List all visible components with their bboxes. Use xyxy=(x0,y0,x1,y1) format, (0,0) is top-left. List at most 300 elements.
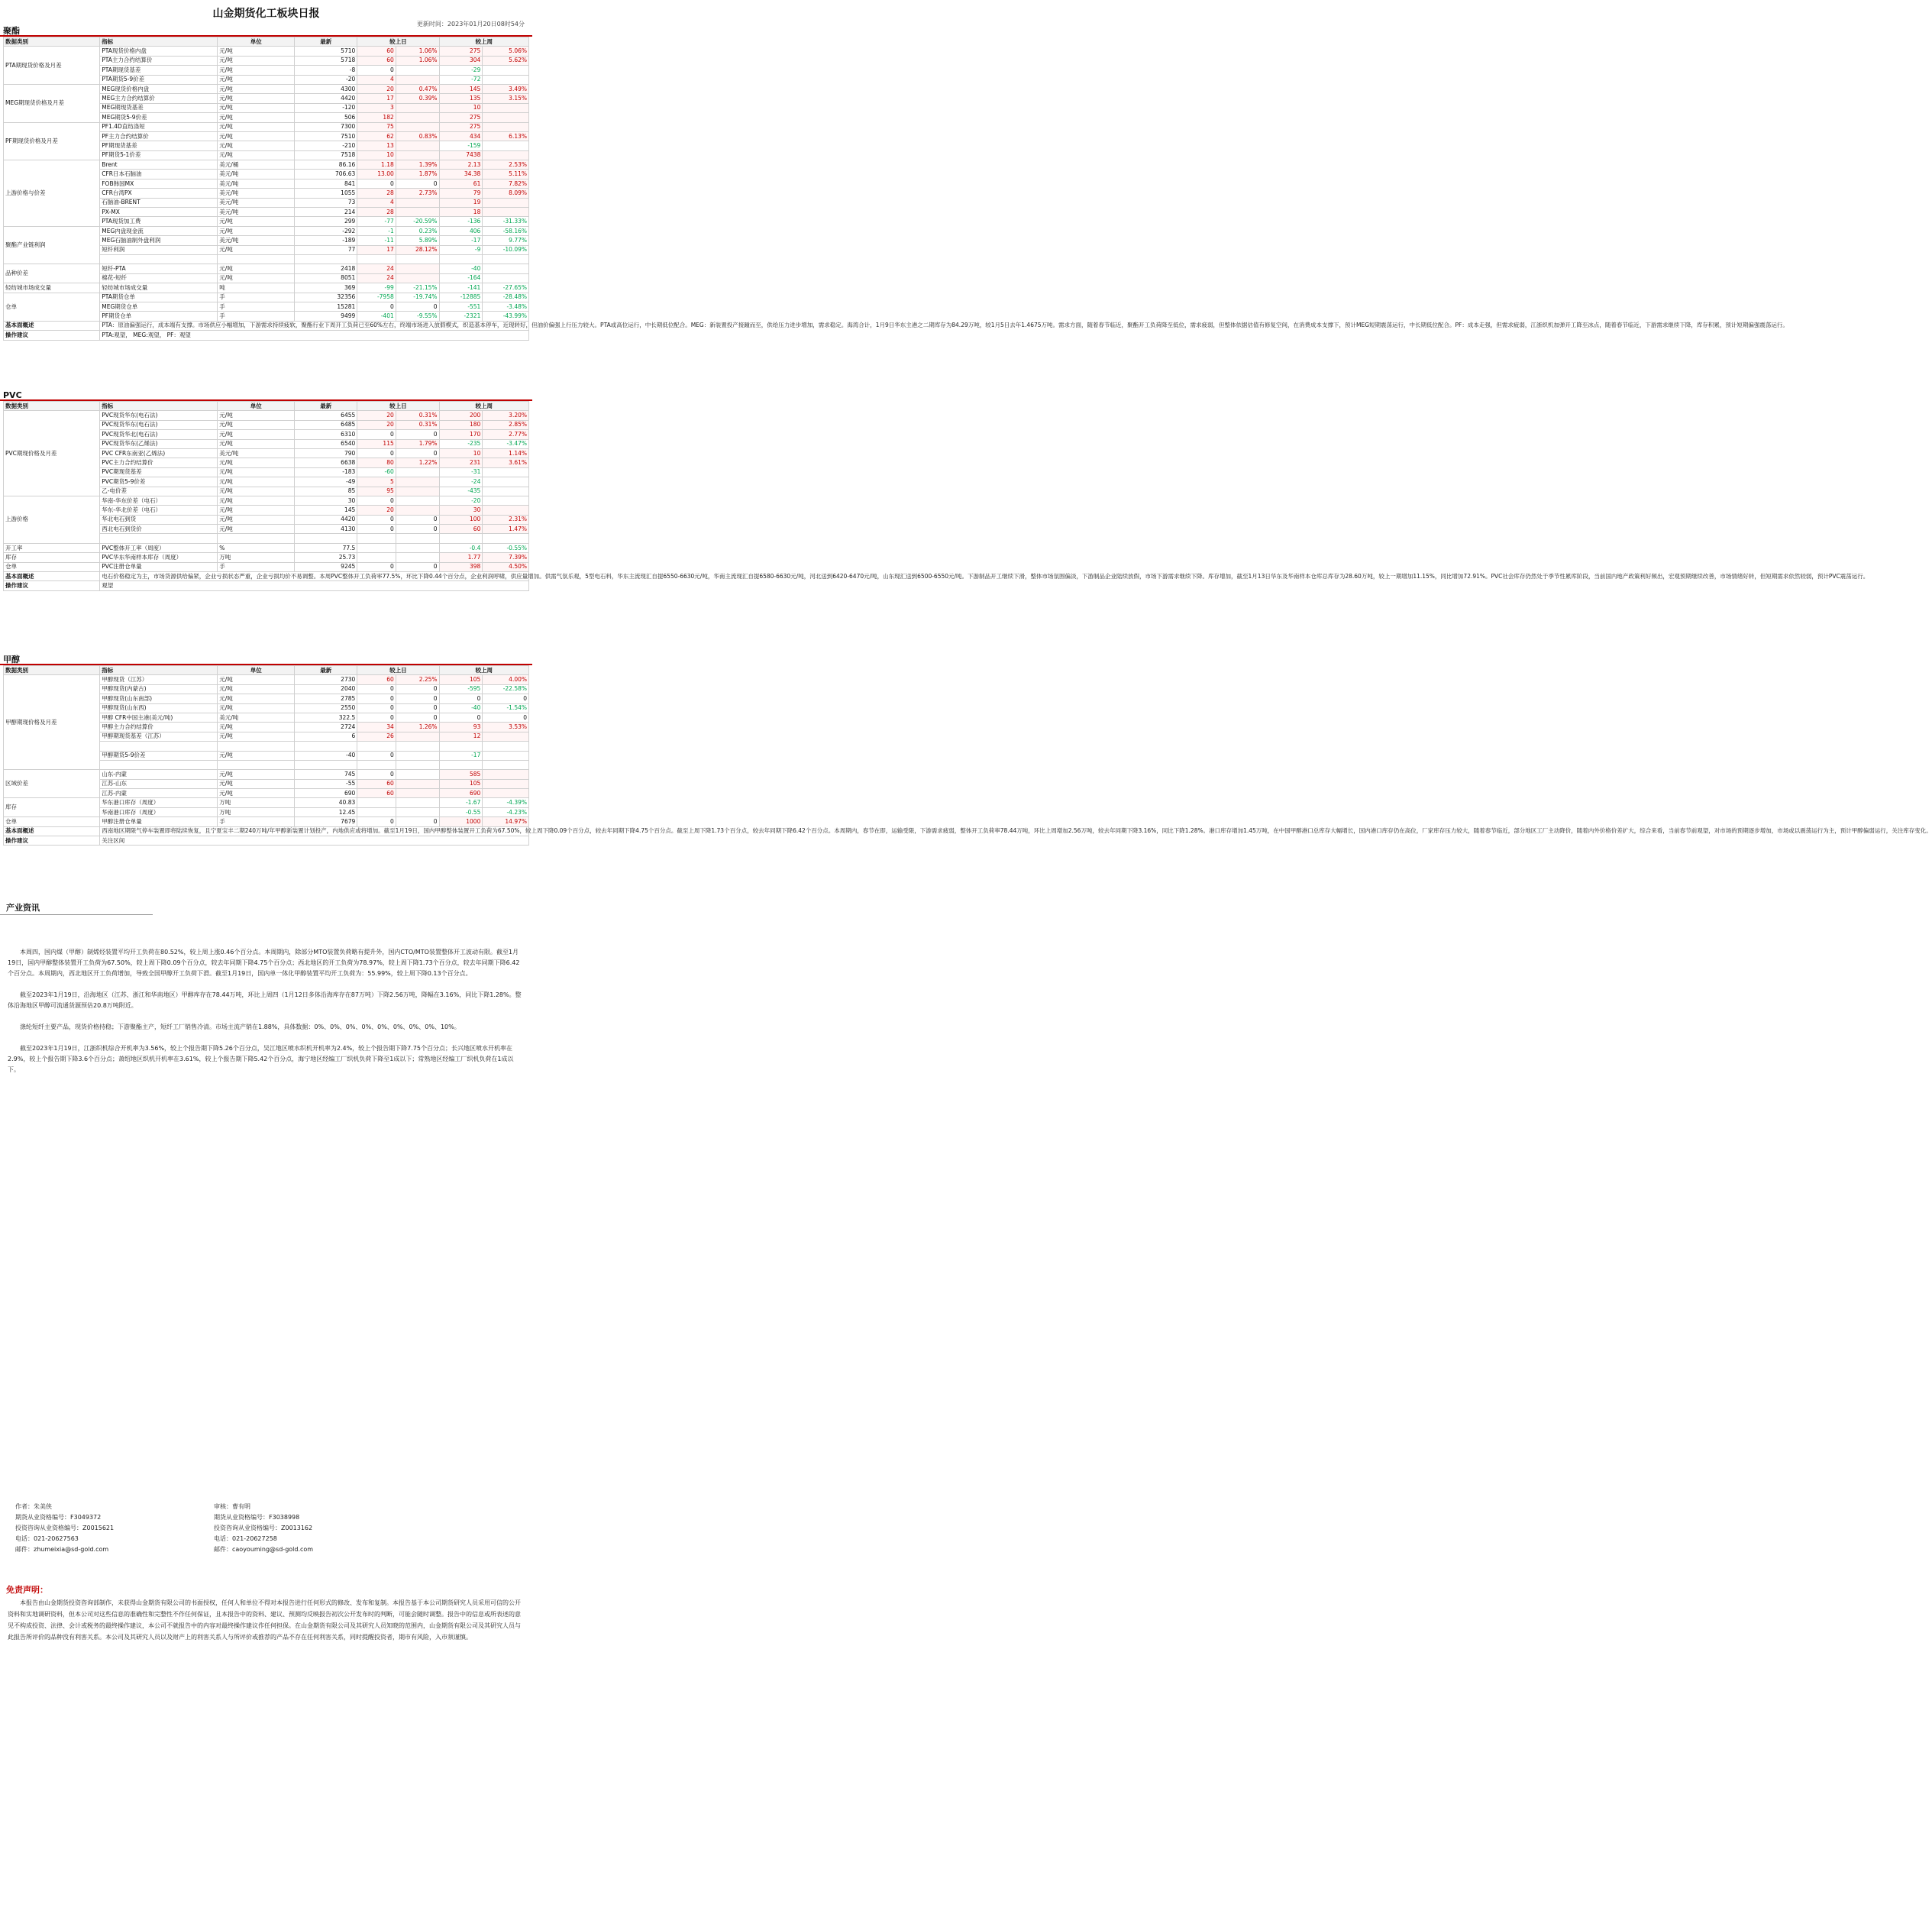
latest-value: 299 xyxy=(295,217,357,226)
daily-change xyxy=(357,798,396,807)
indicator-name: 甲醇 CFR中国主港(美元/吨) xyxy=(100,713,218,722)
table-header-row xyxy=(4,37,529,47)
table-row xyxy=(4,675,529,684)
weekly-change-pct: 3.20% xyxy=(483,411,529,420)
unit-cell: 元/吨 xyxy=(218,273,295,283)
daily-change xyxy=(357,553,396,562)
weekly-change: 7438 xyxy=(439,150,483,160)
weekly-change: -17 xyxy=(439,236,483,245)
unit-cell: 元/吨 xyxy=(218,694,295,703)
daily-change-pct xyxy=(396,506,439,515)
weekly-change: -20 xyxy=(439,496,483,505)
weekly-change: -31 xyxy=(439,467,483,477)
weekly-change: 19 xyxy=(439,198,483,207)
unit-cell: 元/吨 xyxy=(218,141,295,150)
data-table xyxy=(3,401,1869,591)
unit-cell: 美元/吨 xyxy=(218,198,295,207)
latest-value: -55 xyxy=(295,779,357,788)
weekly-change: 12 xyxy=(439,732,483,741)
daily-change-pct xyxy=(396,113,439,122)
latest-value: 8051 xyxy=(295,273,357,283)
contact-line: 期货从业资格编号：F3049372 xyxy=(15,1514,102,1521)
latest-value: 7679 xyxy=(295,817,357,826)
unit-cell: 元/吨 xyxy=(218,496,295,505)
daily-change: 26 xyxy=(357,732,396,741)
daily-change-pct xyxy=(396,543,439,552)
latest-value: 6638 xyxy=(295,458,357,467)
summary-label: 基本面概述 xyxy=(4,572,100,581)
unit-cell: 元/吨 xyxy=(218,751,295,760)
unit-cell: 元/吨 xyxy=(218,458,295,467)
indicator-name: MEG主力合约结算价 xyxy=(100,94,218,103)
weekly-change: -40 xyxy=(439,703,483,713)
latest-value: 706.63 xyxy=(295,170,357,179)
column-header: 较上日 xyxy=(357,37,439,47)
update-time-label: 更新时间： xyxy=(416,21,447,27)
daily-change: 62 xyxy=(357,131,396,141)
advice-row xyxy=(4,581,529,590)
weekly-change: 690 xyxy=(439,789,483,798)
daily-change: 60 xyxy=(357,779,396,788)
weekly-change-pct: -10.09% xyxy=(483,245,529,254)
weekly-change-pct: 9.77% xyxy=(483,236,529,245)
weekly-change: 585 xyxy=(439,770,483,779)
latest-value: 5718 xyxy=(295,56,357,65)
unit-cell: 元/吨 xyxy=(218,56,295,65)
weekly-change-pct: -28.48% xyxy=(483,293,529,302)
unit-cell: 手 xyxy=(218,293,295,302)
daily-change xyxy=(357,254,396,264)
indicator-name xyxy=(100,254,218,264)
weekly-change-pct: 3.61% xyxy=(483,458,529,467)
table-row xyxy=(4,553,529,562)
weekly-change-pct xyxy=(483,264,529,273)
weekly-change-pct: 0 xyxy=(483,713,529,722)
weekly-change: -9 xyxy=(439,245,483,254)
weekly-change: 0 xyxy=(439,713,483,722)
daily-change: 80 xyxy=(357,458,396,467)
weekly-change-pct xyxy=(483,467,529,477)
daily-change-pct xyxy=(396,732,439,741)
indicator-name: 江苏-山东 xyxy=(100,779,218,788)
advice-text: 关注区间 xyxy=(100,836,529,846)
latest-value: 790 xyxy=(295,448,357,458)
daily-change xyxy=(357,807,396,816)
unit-cell: 手 xyxy=(218,817,295,826)
daily-change: 13.00 xyxy=(357,170,396,179)
unit-cell: 元/吨 xyxy=(218,770,295,779)
daily-change-pct xyxy=(396,807,439,816)
column-header: 最新 xyxy=(295,402,357,411)
weekly-change-pct: 14.97% xyxy=(483,817,529,826)
daily-change-pct: 0 xyxy=(396,448,439,458)
contact-line: 期货从业资格编号：F3038998 xyxy=(214,1514,300,1521)
daily-change: -401 xyxy=(357,312,396,321)
unit-cell: 元/吨 xyxy=(218,226,295,235)
column-header: 数据类别 xyxy=(4,37,100,47)
row-category: 仓单 xyxy=(4,817,100,826)
unit-cell: 元/吨 xyxy=(218,113,295,122)
indicator-name: 甲醇现货(山东西) xyxy=(100,703,218,713)
indicator-name: 华北电石到货 xyxy=(100,515,218,524)
summary-text: 西南地区期限气停车装置即将陆续恢复，且宁夏宝丰二期240万吨/年甲醇新装置计划投产，内地供应或将增加。截至1月19日，国内甲醇整体装置开工负荷为67.50%，较上周下降0.09个百分点，较去年同期下降4.75个百分点。截至上周下降1.73个百分点，较去年同期下降6.42个百分点。本周期内，春节在即，运输受限，下游需求疲弱，整体开工负荷率78.44万吨，环比上周增加2.56万吨，较去年同期下降3.16%，同比下降1.28%。港口库存增加1.45万吨，在中国甲醇港口总库存大幅增长，国内港口库存仍在高位，厂家库存压力较大，随着春节临近，部分地区工厂主动降价，随着内外价格价差扩大，综合来看，当前春节前观望，对市场的预期逐步增加，市场或以震荡运行为主，预计甲醇偏弱运行，关注库存变化。 xyxy=(100,826,529,836)
weekly-change: -2321 xyxy=(439,312,483,321)
daily-change-pct xyxy=(396,103,439,112)
daily-change: 0 xyxy=(357,496,396,505)
latest-value: 506 xyxy=(295,113,357,122)
row-category: MEG期现货价格及月差 xyxy=(4,84,100,122)
daily-change xyxy=(357,543,396,552)
unit-cell: 万吨 xyxy=(218,798,295,807)
weekly-change-pct: 7.82% xyxy=(483,179,529,188)
daily-change-pct: 2.73% xyxy=(396,189,439,198)
weekly-change-pct xyxy=(483,254,529,264)
weekly-change-pct: -3.48% xyxy=(483,302,529,311)
latest-value: -189 xyxy=(295,236,357,245)
daily-change-pct: 0 xyxy=(396,302,439,311)
weekly-change: 34.38 xyxy=(439,170,483,179)
weekly-change xyxy=(439,760,483,769)
daily-change: 1.18 xyxy=(357,160,396,170)
latest-value: -120 xyxy=(295,103,357,112)
unit-cell: 美元/吨 xyxy=(218,448,295,458)
row-category: 开工率 xyxy=(4,543,100,552)
weekly-change: 61 xyxy=(439,179,483,188)
daily-change: 95 xyxy=(357,487,396,496)
daily-change-pct xyxy=(396,264,439,273)
daily-change: 20 xyxy=(357,420,396,429)
daily-change-pct: 0.31% xyxy=(396,411,439,420)
table-row xyxy=(4,543,529,552)
disclaimer xyxy=(0,1583,532,1643)
weekly-change: -0.4 xyxy=(439,543,483,552)
daily-change: -99 xyxy=(357,283,396,293)
weekly-change: 200 xyxy=(439,411,483,420)
indicator-name: PF期货仓单 xyxy=(100,312,218,321)
indicator-name: Brent xyxy=(100,160,218,170)
indicator-name: 华东-华北价差（电石） xyxy=(100,506,218,515)
daily-change-pct xyxy=(396,779,439,788)
daily-change: 4 xyxy=(357,198,396,207)
unit-cell: 元/吨 xyxy=(218,75,295,84)
indicator-name: PVC现货华东(电石法) xyxy=(100,411,218,420)
indicator-name: 短纤利润 xyxy=(100,245,218,254)
weekly-change-pct: 3.15% xyxy=(483,94,529,103)
weekly-change-pct xyxy=(483,496,529,505)
indicator-name: 华南港口库存（周度） xyxy=(100,807,218,816)
latest-value: 214 xyxy=(295,208,357,217)
indicator-name: PVC整体开工率（周度） xyxy=(100,543,218,552)
weekly-change: -141 xyxy=(439,283,483,293)
weekly-change: 2.13 xyxy=(439,160,483,170)
weekly-change-pct: -3.47% xyxy=(483,439,529,448)
advice-text: 观望 xyxy=(100,581,529,590)
unit-cell: 元/吨 xyxy=(218,732,295,741)
unit-cell: 美元/吨 xyxy=(218,189,295,198)
unit-cell xyxy=(218,760,295,769)
table-row xyxy=(4,264,529,273)
weekly-change xyxy=(439,534,483,543)
column-header: 指标 xyxy=(100,37,218,47)
table-row xyxy=(4,47,529,56)
author-info xyxy=(15,1502,114,1555)
daily-change-pct: 1.22% xyxy=(396,458,439,467)
unit-cell: 元/吨 xyxy=(218,47,295,56)
weekly-change: -164 xyxy=(439,273,483,283)
daily-change: 24 xyxy=(357,273,396,283)
weekly-change: 10 xyxy=(439,448,483,458)
daily-change: 0 xyxy=(357,66,396,75)
weekly-change: -12885 xyxy=(439,293,483,302)
indicator-name: CFR台湾PX xyxy=(100,189,218,198)
latest-value: 15281 xyxy=(295,302,357,311)
daily-change: 17 xyxy=(357,94,396,103)
daily-change: 20 xyxy=(357,411,396,420)
daily-change-pct xyxy=(396,742,439,751)
daily-change-pct xyxy=(396,66,439,75)
latest-value: -20 xyxy=(295,75,357,84)
daily-change-pct: 5.89% xyxy=(396,236,439,245)
weekly-change: 60 xyxy=(439,525,483,534)
daily-change: 20 xyxy=(357,84,396,93)
weekly-change: -159 xyxy=(439,141,483,150)
weekly-change: 105 xyxy=(439,675,483,684)
daily-change: 60 xyxy=(357,56,396,65)
weekly-change-pct xyxy=(483,103,529,112)
weekly-change: 93 xyxy=(439,723,483,732)
indicator-name: 棉花-短纤 xyxy=(100,273,218,283)
weekly-change-pct: 4.00% xyxy=(483,675,529,684)
news-paragraph: 截至2023年1月19日，沿海地区（江苏、浙江和华南地区）甲醇库存在78.44万吨，环比上周四（1月12日多体沿海库存在87万吨）下降2.56万吨，降幅在3.16%，同比下降1.28%。整体沿海地区甲醇可流通货源预估20.8万吨附近。 xyxy=(8,991,522,1009)
indicator-name: PTA期货5-9价差 xyxy=(100,75,218,84)
weekly-change-pct xyxy=(483,751,529,760)
advice-text: PTA:观望， MEG:观望， PF：观望 xyxy=(100,331,529,340)
unit-cell: % xyxy=(218,543,295,552)
disclaimer-text: 本报告由山金期货投资咨询部制作，未获得山金期货有限公司的书面授权，任何人和单位不得对本报告进行任何形式的修改、发布和复制。本报告基于本公司期货研究人员采用可信的公开资料和实地调研资料，但本公司对这些信息的准确性和完整性不作任何保证，且本报告中的资料、建议、预测均反映报告初次公开发布时的判断，可能会随时调整。报告中的信息或所表述的意见不构成投资、法律、会计或税务的最终操作建议，本公司不就报告中的内容对最终操作建议作任何担保。在山金期货有限公司及其研究人员知晓的范围内，山金期货有限公司及其研究人员与此报告所评价的品种没有利害关系。本公司及其研究人员以及财产上的利害关系人与所评价或推荐的产品不存在任何利害关系，同时提醒投资者，期市有风险，入市须谨慎。 xyxy=(8,1599,521,1641)
unit-cell: 元/吨 xyxy=(218,264,295,273)
table-row xyxy=(4,411,529,420)
unit-cell: 元/吨 xyxy=(218,675,295,684)
indicator-name: PF1.4D直纺涤短 xyxy=(100,122,218,131)
unit-cell: 元/吨 xyxy=(218,122,295,131)
latest-value: 4300 xyxy=(295,84,357,93)
indicator-name: PVC现货华东(电石法) xyxy=(100,420,218,429)
weekly-change-pct xyxy=(483,477,529,487)
indicator-name: MEG石脑油制外盘利润 xyxy=(100,236,218,245)
daily-change: 20 xyxy=(357,506,396,515)
weekly-change-pct xyxy=(483,506,529,515)
latest-value: 12.45 xyxy=(295,807,357,816)
weekly-change-pct: 6.13% xyxy=(483,131,529,141)
unit-cell: 元/吨 xyxy=(218,515,295,524)
indicator-name: 西北电石到货价 xyxy=(100,525,218,534)
reviewer-info xyxy=(214,1502,313,1555)
row-category: PF期现货价格及月差 xyxy=(4,122,100,160)
weekly-change: 30 xyxy=(439,506,483,515)
unit-cell xyxy=(218,254,295,264)
industry-news xyxy=(0,901,532,1075)
latest-value: 4420 xyxy=(295,515,357,524)
weekly-change-pct xyxy=(483,273,529,283)
daily-change-pct: 1.39% xyxy=(396,160,439,170)
unit-cell: 元/吨 xyxy=(218,131,295,141)
contact-line: 审核：曹有明 xyxy=(214,1503,250,1510)
latest-value: -40 xyxy=(295,751,357,760)
contact-line: 作者：朱美侠 xyxy=(15,1503,52,1510)
daily-change: 0 xyxy=(357,770,396,779)
indicator-name: 短纤-PTA xyxy=(100,264,218,273)
column-header: 数据类别 xyxy=(4,666,100,675)
indicator-name: 甲醇期货5-9价差 xyxy=(100,751,218,760)
daily-change-pct: 0.31% xyxy=(396,420,439,429)
indicator-name: 甲醇期现货基差（江苏） xyxy=(100,732,218,741)
daily-change-pct: 1.06% xyxy=(396,56,439,65)
row-category: 上游价格与价差 xyxy=(4,160,100,227)
daily-change-pct: 1.26% xyxy=(396,723,439,732)
unit-cell: 美元/吨 xyxy=(218,236,295,245)
daily-change-pct: 0 xyxy=(396,430,439,439)
indicator-name: PTA主力合约结算价 xyxy=(100,56,218,65)
summary-text: 电石价格稳定为主，市场货源供给偏紧，企业亏损状态严重，企业亏损均价不易调整。本周PVC整体开工负荷率77.5%，环比下降0.44个百分点，企业利润呼啸，供应量增加。供需气氛乐观，5型电石料，华东主流现汇自提6550-6630元/吨，华南主流现汇自提6580-6630元/吨，河北送到6420-6470元/吨，山东现汇送到6500-6550元/吨。下游制品开工继续下滑，整体市场氛围偏淡，下游制品企业陆续放假，市场下游需求继续下降。库存增加，截至1月13日华东及华南样本仓库总库存为28.60万吨，较上一期增加11.15%，同比增加72.91%。PVC社会库存仍然处于季节性累库阶段，当前国内地产政策利好频出，宏观预期继续改善，市场情绪好转，但短期需求依然较弱，预计PVC震荡运行。 xyxy=(100,572,529,581)
summary-label: 基本面概述 xyxy=(4,826,100,836)
weekly-change-pct xyxy=(483,779,529,788)
contact-line: 电话：021-20627563 xyxy=(15,1535,79,1542)
latest-value: 369 xyxy=(295,283,357,293)
weekly-change-pct xyxy=(483,760,529,769)
table-row xyxy=(4,293,529,302)
daily-change: 10 xyxy=(357,150,396,160)
daily-change: 60 xyxy=(357,675,396,684)
indicator-name: 石脑油-BRENT xyxy=(100,198,218,207)
contact-line: 投资咨询从业资格编号：Z0013162 xyxy=(214,1525,313,1531)
daily-change: 0 xyxy=(357,562,396,571)
latest-value: 1055 xyxy=(295,189,357,198)
unit-cell: 元/吨 xyxy=(218,66,295,75)
weekly-change-pct: 2.31% xyxy=(483,515,529,524)
daily-change: 0 xyxy=(357,525,396,534)
daily-change-pct xyxy=(396,477,439,487)
daily-change: 24 xyxy=(357,264,396,273)
weekly-change-pct: 3.53% xyxy=(483,723,529,732)
section-methanol xyxy=(0,654,1932,846)
row-category: 仓单 xyxy=(4,293,100,321)
indicator-name: PTA现货价格内盘 xyxy=(100,47,218,56)
disclaimer-title: 免责声明： xyxy=(6,1585,48,1595)
indicator-name xyxy=(100,760,218,769)
weekly-change-pct xyxy=(483,732,529,741)
unit-cell: 元/吨 xyxy=(218,487,295,496)
indicator-name: PVC现货华东(乙烯法) xyxy=(100,439,218,448)
row-category: 上游价格 xyxy=(4,496,100,543)
unit-cell: 元/吨 xyxy=(218,684,295,694)
latest-value: 6310 xyxy=(295,430,357,439)
indicator-name: PVC主力合约结算价 xyxy=(100,458,218,467)
daily-change xyxy=(357,742,396,751)
contact-line: 投资咨询从业资格编号：Z0015621 xyxy=(15,1525,115,1531)
indicator-name: FOB韩国MX xyxy=(100,179,218,188)
weekly-change-pct xyxy=(483,770,529,779)
row-category: PTA期现货价格及月差 xyxy=(4,47,100,85)
daily-change-pct: 0 xyxy=(396,694,439,703)
news-body xyxy=(0,947,532,1075)
weekly-change-pct xyxy=(483,534,529,543)
unit-cell: 手 xyxy=(218,312,295,321)
indicator-name: PTA期现货基差 xyxy=(100,66,218,75)
indicator-name: PTA期货仓单 xyxy=(100,293,218,302)
latest-value: 5710 xyxy=(295,47,357,56)
unit-cell xyxy=(218,742,295,751)
column-header: 单位 xyxy=(218,37,295,47)
latest-value: 2724 xyxy=(295,723,357,732)
weekly-change: 135 xyxy=(439,94,483,103)
unit-cell: 元/吨 xyxy=(218,506,295,515)
daily-change: 28 xyxy=(357,208,396,217)
weekly-change-pct: -0.55% xyxy=(483,543,529,552)
column-header: 较上周 xyxy=(439,666,528,675)
latest-value: 9499 xyxy=(295,312,357,321)
unit-cell: 元/吨 xyxy=(218,94,295,103)
table-row xyxy=(4,496,529,505)
latest-value: 2730 xyxy=(295,675,357,684)
daily-change: -11 xyxy=(357,236,396,245)
latest-value: 77.5 xyxy=(295,543,357,552)
section-title: 聚酯 xyxy=(0,25,532,37)
unit-cell: 手 xyxy=(218,302,295,311)
weekly-change-pct: 2.77% xyxy=(483,430,529,439)
unit-cell: 元/吨 xyxy=(218,723,295,732)
summary-row xyxy=(4,826,529,836)
daily-change: 0 xyxy=(357,751,396,760)
advice-label: 操作建议 xyxy=(4,331,100,340)
latest-value: 2785 xyxy=(295,694,357,703)
daily-change: 0 xyxy=(357,703,396,713)
unit-cell: 美元/吨 xyxy=(218,208,295,217)
weekly-change: 275 xyxy=(439,122,483,131)
latest-value: -183 xyxy=(295,467,357,477)
latest-value: -210 xyxy=(295,141,357,150)
weekly-change: -29 xyxy=(439,66,483,75)
weekly-change-pct: 3.49% xyxy=(483,84,529,93)
latest-value: 86.16 xyxy=(295,160,357,170)
daily-change-pct xyxy=(396,789,439,798)
column-header: 较上周 xyxy=(439,37,528,47)
section-title: PVC xyxy=(0,390,532,401)
latest-value: 7510 xyxy=(295,131,357,141)
data-table xyxy=(3,665,1932,846)
row-category: 聚酯产业链利润 xyxy=(4,226,100,264)
weekly-change: 170 xyxy=(439,430,483,439)
weekly-change-pct: 5.62% xyxy=(483,56,529,65)
weekly-change: 275 xyxy=(439,47,483,56)
weekly-change: -0.55 xyxy=(439,807,483,816)
unit-cell: 美元/吨 xyxy=(218,179,295,188)
section-title: 甲醇 xyxy=(0,654,532,665)
weekly-change xyxy=(439,254,483,264)
unit-cell: 元/吨 xyxy=(218,420,295,429)
unit-cell: 元/吨 xyxy=(218,789,295,798)
weekly-change: 145 xyxy=(439,84,483,93)
indicator-name: PF主力合约结算价 xyxy=(100,131,218,141)
weekly-change-pct: 1.47% xyxy=(483,525,529,534)
contact-line: 邮件：caoyouming@sd-gold.com xyxy=(214,1546,314,1553)
weekly-change: -24 xyxy=(439,477,483,487)
indicator-name: MEG内盘现金流 xyxy=(100,226,218,235)
daily-change: 0 xyxy=(357,684,396,694)
latest-value xyxy=(295,534,357,543)
latest-value: 2040 xyxy=(295,684,357,694)
unit-cell: 万吨 xyxy=(218,807,295,816)
daily-change-pct: 0 xyxy=(396,817,439,826)
